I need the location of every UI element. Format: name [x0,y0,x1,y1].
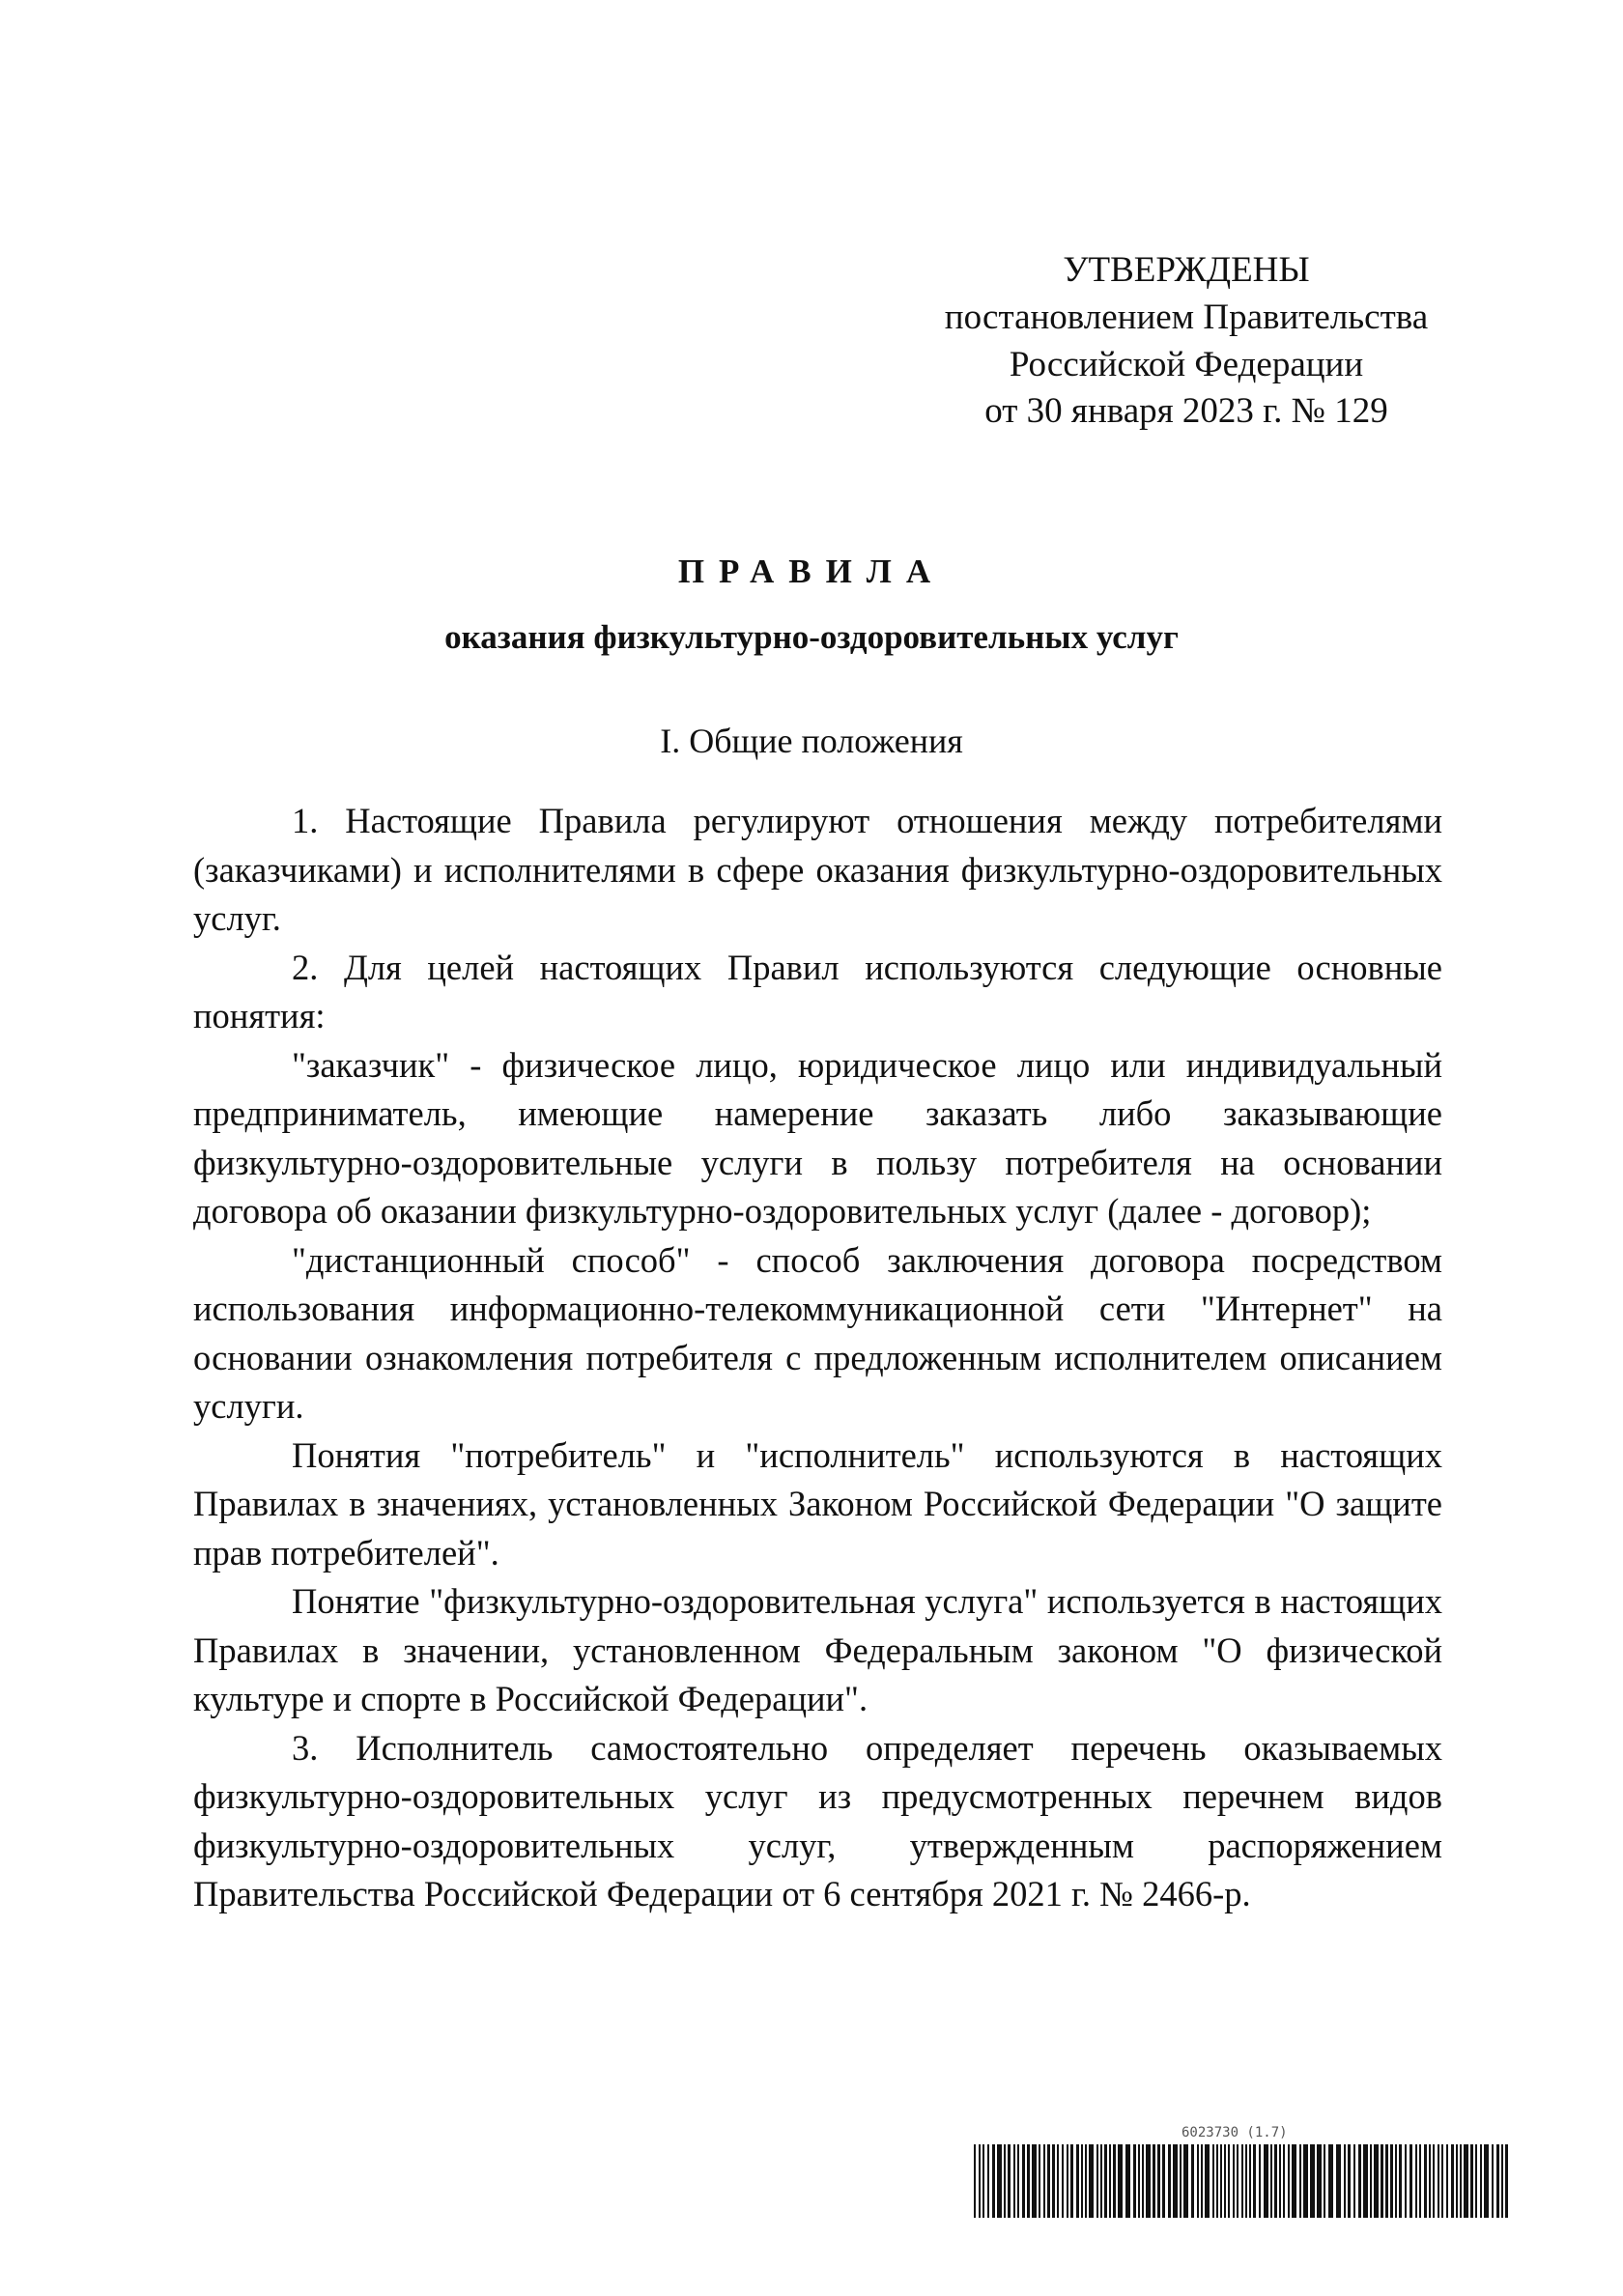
document-body [193,797,1442,1919]
approval-line-date: от 30 января 2023 г. № 129 [984,391,1388,431]
approval-line-government: Российской Федерации [1009,345,1364,384]
paragraph-1: 1. Настоящие Правила регулируют отношения между потребителями (заказчиками) и исполнителями в сфере оказания физкультурно-оздоровительных услуг. [193,801,1442,938]
paragraph-service-concept: Понятие "физкультурно-оздоровительная услуга" используется в настоящих Правилах в значении, установленном Федеральным законом "О физической культуре и спорте в Российской Федерации". [193,1581,1442,1718]
document-subtitle: оказания физкультурно-оздоровительных услуг [444,618,1179,656]
approval-line-resolution: постановлением Правительства [944,298,1429,337]
barcode-label: 6023730 (1.7) [1182,2125,1288,2140]
definition-customer: "заказчик" - физическое лицо, юридическое лицо или индивидуальный предприниматель, имеющие намерение заказать либо заказывающие физкультурно-оздоровительные услуги в пользу потребителя на основании договора об оказании физкультурно-оздоровительных услуг (далее - договор); [193,1044,1442,1231]
approval-line-approved: УТВЕРЖДЕНЫ [1063,250,1310,290]
paragraph-3: 3. Исполнитель самостоятельно определяет перечень оказываемых физкультурно-оздоровительных услуг из предусмотренных перечнем видов физкультурно-оздоровительных услуг, утвержденным распоряжением Правительства Российской Федерации от 6 сентября 2021 г. № 2466-р. [193,1727,1442,1913]
barcode-block [974,2125,1515,2231]
barcode-icon [974,2144,1515,2218]
paragraph-consumer-executor: Понятия "потребитель" и "исполнитель" используются в настоящих Правилах в значениях, установленных Законом Российской Федерации "О защите прав потребителей". [193,1434,1442,1573]
document-title: ПРАВИЛА [677,553,946,590]
section-heading: I. Общие положения [660,722,963,760]
definition-remote-method: "дистанционный способ" - способ заключения договора посредством использования информационно-телекоммуникационной сети "Интернет" на основании ознакомления потребителя с предложенным исполнителем описанием услуги. [193,1239,1442,1426]
paragraph-2: 2. Для целей настоящих Правил используются следующие основные понятия: [193,947,1442,1035]
